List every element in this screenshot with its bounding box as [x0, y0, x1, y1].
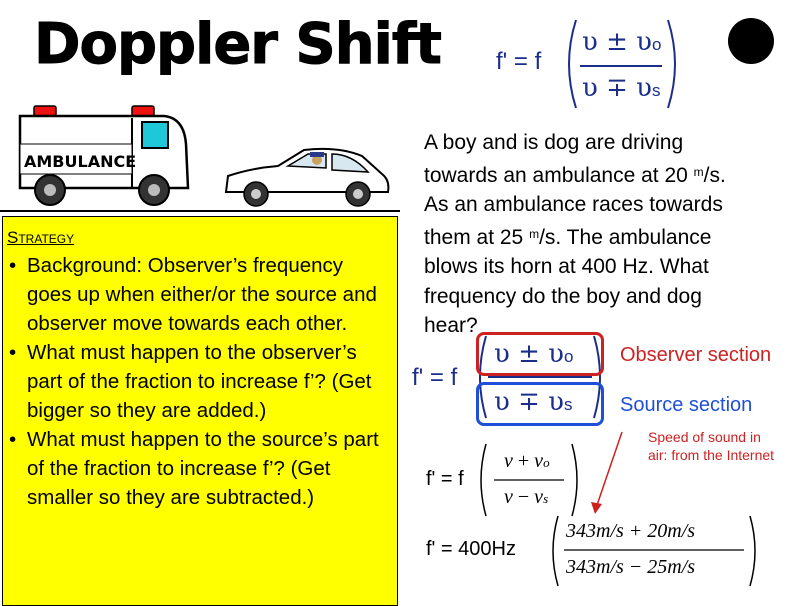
formula-calc-numerator: 343m/s + 20m/s: [566, 520, 696, 542]
formula-v-lhs: f' = f: [426, 468, 464, 490]
strategy-box: [2, 216, 398, 606]
problem-line: hear?: [424, 314, 478, 337]
slide-title: Doppler Shift: [34, 12, 441, 77]
car-image: [222, 146, 392, 208]
problem-line: A boy and is dog are driving: [424, 131, 684, 154]
problem-statement: [424, 128, 794, 341]
formula-top-fraction-bar: [580, 65, 662, 67]
observer-highlight-box: [476, 332, 604, 376]
ground-line: [0, 210, 400, 212]
formula-top-lhs: f' = f: [496, 48, 542, 75]
problem-line: towards an ambulance at 20 $^m$/s.: [424, 163, 726, 187]
source-highlight-box: [476, 382, 604, 426]
strategy-bullet: • Background: Observer’s frequency goes up when either/or the source and observer move towards each other.: [27, 251, 391, 338]
strategy-heading: Strategy: [7, 228, 75, 247]
formula-mid-lhs: f' = f: [412, 364, 458, 391]
speed-of-sound-note: [648, 428, 798, 464]
problem-line: blows its horn at 400 Hz. What: [424, 255, 709, 278]
ambulance-image: [14, 104, 194, 208]
problem-line: them at 25 $^m$/s. The ambulance: [424, 225, 712, 249]
strategy-list: [7, 251, 391, 512]
formula-v-numerator: v + vo: [504, 450, 550, 472]
problem-line: As an ambulance races towards: [424, 193, 723, 216]
observer-section-label: Observer section: [620, 344, 772, 366]
note-line: air: from the Internet: [648, 447, 775, 463]
formula-mid-numerator: υ ± υo: [494, 339, 574, 369]
formula-calc-lhs: f' = 400Hz: [426, 538, 516, 560]
formula-top-denominator: υ ∓ υs: [582, 73, 661, 103]
strategy-bullet: • What must happen to the observer’s part of the fraction to increase f’? (Get bigger so they are added.): [27, 338, 391, 425]
formula-top-left-paren: [560, 18, 578, 110]
source-section-label: Source section: [620, 394, 753, 416]
formula-top-numerator: υ ± υo: [582, 27, 662, 57]
note-line: Speed of sound in: [648, 429, 761, 445]
note-arrow-icon: [588, 428, 628, 518]
black-dot-icon: [728, 18, 774, 64]
formula-mid-denominator: υ ∓ υs: [494, 387, 573, 417]
formula-top-right-paren: [666, 18, 684, 110]
formula-calc-denominator: 343m/s − 25m/s: [566, 556, 696, 578]
problem-line: frequency do the boy and dog: [424, 284, 702, 308]
ambulance-label: AMBULANCE: [24, 152, 137, 171]
strategy-bullet: • What must happen to the source’s part of the fraction to increase f’? (Get smaller so they are subtracted.): [27, 425, 391, 512]
formula-top: [490, 14, 690, 114]
formula-v-denominator: v − vs: [504, 486, 549, 508]
